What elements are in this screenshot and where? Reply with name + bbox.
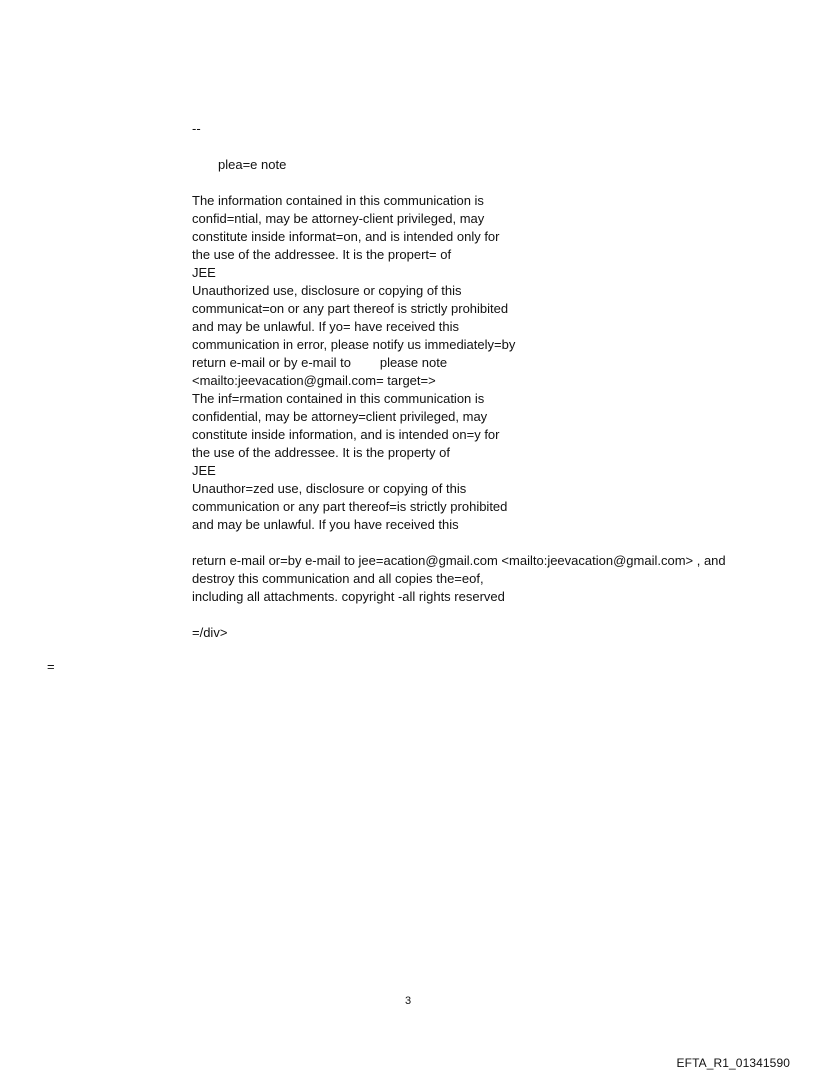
text-line: communication in error, please notify us immediately=by xyxy=(192,337,516,352)
text-line: constitute inside informat=on, and is intended only for xyxy=(192,229,500,244)
text-line: The information contained in this communication is xyxy=(192,193,484,208)
text-line: communicat=on or any part thereof is strictly prohibited xyxy=(192,301,509,316)
text-line: the use of the addressee. It is the property of xyxy=(192,445,450,460)
text-line: The inf=rmation contained in this communication is xyxy=(192,391,485,406)
text-line: the use of the addressee. It is the propert= of xyxy=(192,247,452,262)
text-line: Unauthor=zed use, disclosure or copying of this xyxy=(192,481,467,496)
text-line: confid=ntial, may be attorney-client privileged, may xyxy=(192,211,485,226)
text-line: confidential, may be attorney=client privileged, may xyxy=(192,409,488,424)
text-line: Unauthorized use, disclosure or copying of this xyxy=(192,283,462,298)
stray-equals-mark: = xyxy=(47,659,55,674)
text-line: destroy this communication and all copies the=eof, xyxy=(192,571,484,586)
text-line: return e-mail or by e-mail to please note xyxy=(192,355,448,370)
text-line: and may be unlawful. If you have received this xyxy=(192,517,459,532)
text-line: return e-mail or=by e-mail to jee=acation@gmail.com <mailto:jeevacation@gmail.com> , and xyxy=(192,553,726,568)
document-id: EFTA_R1_01341590 xyxy=(676,1056,790,1070)
text-line: and may be unlawful. If yo= have received this xyxy=(192,319,460,334)
text-line: JEE xyxy=(192,463,216,478)
text-line: including all attachments. copyright -all rights reserved xyxy=(192,589,505,604)
separator-line: -- xyxy=(192,121,201,136)
text-line: constitute inside information, and is intended on=y for xyxy=(192,427,500,442)
closing-tag-line: =/div> xyxy=(192,625,228,640)
text-line: <mailto:jeevacation@gmail.com= target=> xyxy=(192,373,436,388)
text-line: JEE xyxy=(192,265,216,280)
text-line: communication or any part thereof=is strictly prohibited xyxy=(192,499,508,514)
page-number: 3 xyxy=(404,995,412,1007)
note-header: plea=e note xyxy=(218,157,287,172)
